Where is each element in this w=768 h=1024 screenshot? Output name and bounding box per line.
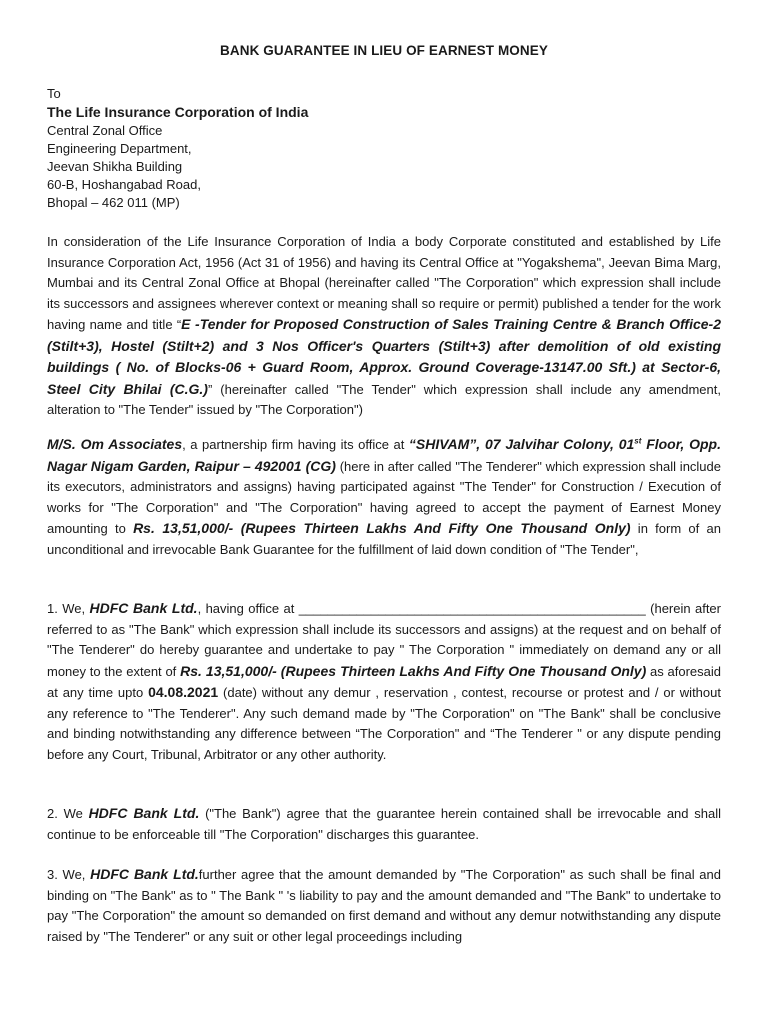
guarantee-clause-3: [47, 864, 721, 947]
guarantee-amount: Rs. 13,51,000/- (Rupees Thirteen Lakhs And Fifty One Thousand Only): [180, 662, 647, 679]
text-run: 1. We,: [47, 601, 90, 616]
address-line: 60-B, Hoshangabad Road,: [47, 177, 201, 192]
text-run: as aforesaid at any time upto: [47, 663, 722, 700]
address-organization: The Life Insurance Corporation of India: [47, 104, 309, 120]
address-line: Jeevan Shikha Building: [47, 159, 183, 174]
office-text: “SHIVAM”, 07 Jalvihar Colony, 01: [408, 436, 635, 452]
firm-name: M/S. Om Associates: [47, 436, 183, 452]
guarantee-clause-2: [47, 803, 721, 845]
bank-name: HDFC Bank Ltd.: [90, 866, 199, 882]
text-run: 3. We,: [47, 867, 91, 882]
bank-name: HDFC Bank Ltd.: [89, 600, 198, 616]
text-run: , having office at: [197, 601, 299, 616]
text-run: in form of an unconditional and irrevocable Bank Guarantee for the fulfillment of laid down condition of "The Tender",: [47, 521, 721, 557]
text-run: , a partnership firm having its office at: [182, 437, 409, 452]
text-run: 2. We: [47, 806, 89, 821]
validity-date: 04.08.2021: [148, 684, 219, 700]
address-line: Central Zonal Office: [47, 123, 163, 138]
text-run: (here in after called "The Tenderer" which expression shall include its executors, administrators and assigns) having participated against "The Tender" for Construction / Execution of works for "The Corporation" and "The Corporation" having agreed to accept the payment of Earnest Money amounting to: [47, 458, 721, 536]
document-title: BANK GUARANTEE IN LIEU OF EARNEST MONEY: [220, 43, 548, 58]
office-blank-line: ________________________________________________: [298, 601, 646, 616]
bank-name: HDFC Bank Ltd.: [88, 805, 200, 821]
text-run: ” (hereinafter called "The Tender" which expression shall include any amendment, alteration to "The Tender" issued by "The Corporation"): [47, 381, 721, 417]
address-line: Engineering Department,: [47, 141, 192, 156]
office-text: Floor, Opp. Nagar Nigam Garden, Raipur – 492001 (CG): [47, 436, 721, 474]
consideration-paragraph: [47, 232, 721, 421]
work-title: E -Tender for Proposed Construction of Sales Training Centre & Branch Office-2 (Stilt+3), Hostel (Stilt+2) and 3 Nos Officer's Quarters (Stilt+3) after demolition of old existing buildings ( No. of Blocks-06 + Guard Room, Approx. Ground Coverage-13147.00 Sft.) at Sector-6, Steel City Bhilai (C.G.): [47, 316, 721, 397]
tenderer-paragraph: [47, 434, 721, 560]
text-run: ("The Bank") agree that the guarantee herein contained shall be irrevocable and shall continue to be enforceable till "The Corporation" discharges this guarantee.: [47, 806, 721, 842]
text-run: (date) without any demur , reservation , contest, recourse or protest and / or without any reference to "The Tenderer". Any such demand made by "The Corporation" on "The Bank" shall be conclusive and binding notwithstanding any difference between “The Corporation" and “The Tenderer " or any dispute pending before any Court, Tribunal, Arbitrator or any other authority.: [47, 685, 721, 762]
office-superscript: st: [634, 436, 642, 446]
text-run: (herein after referred to as "The Bank" which expression shall include its successors and assigns) at the request and on behalf of "The Tenderer" do hereby guarantee and undertake to pay " The Corporation " immediately on demand any or all money to the extent of: [47, 601, 721, 679]
text-run: further agree that the amount demanded by "The Corporation" as such shall be final and binding on "The Bank" as to " The Bank " 's liability to pay and the amount demanded and "The Bank" to undertake to pay "The Corporation" the amount so demanded on first demand and without any demur notwithstanding any dispute raised by "The Tenderer" or any suit or other legal proceedings including: [47, 867, 721, 944]
earnest-money-amount: Rs. 13,51,000/- (Rupees Thirteen Lakhs And Fifty One Thousand Only): [133, 520, 631, 536]
guarantee-clause-1: [47, 598, 721, 765]
recipient-address: [47, 85, 308, 212]
text-run: In consideration of the Life Insurance Corporation of India a body Corporate constituted and established by Life Insurance Corporation Act, 1956 (Act 31 of 1956) and having its Central Office at "Yogakshema", Jeevan Bima Marg, Mumbai and its Central Zonal Office at Bhopal (hereinafter called "The Corporation" which expression shall include its successors and assignees wherever context or meaning shall so require or permit) published a tender for the work having name and title “: [47, 234, 721, 332]
address-line: Bhopal – 462 011 (MP): [47, 195, 180, 210]
address-to: To: [47, 86, 61, 101]
